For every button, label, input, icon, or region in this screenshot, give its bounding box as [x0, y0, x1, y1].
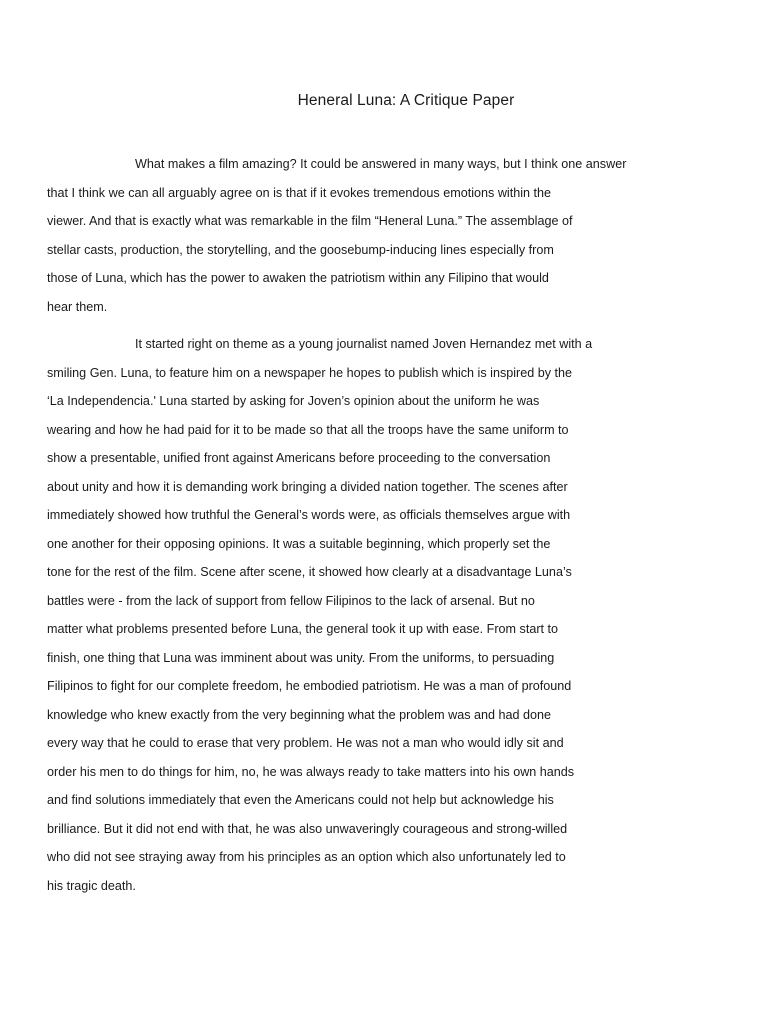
paragraph-line: those of Luna, which has the power to awaken the patriotism within any Filipino that would [47, 271, 549, 285]
paragraph-line: stellar casts, production, the storytelling, and the goosebump-inducing lines especially from [47, 242, 554, 257]
paragraph-line: that I think we can all arguably agree on is that if it evokes tremendous emotions within the [47, 185, 552, 200]
paragraph-1 [47, 150, 686, 321]
paragraph-line: and find solutions immediately that even the Americans could not help but acknowledge his [47, 793, 554, 807]
paragraph-line: matter what problems presented before Luna, the general took it up with ease. From start to [47, 622, 559, 636]
paragraph-line: knowledge who knew exactly from the very beginning what the problem was and had done [47, 707, 552, 722]
paragraph-line: his tragic death. [47, 878, 136, 893]
paragraph-line: viewer. And that is exactly what was remarkable in the film “Heneral Luna.” The assemblage of [47, 214, 573, 228]
paragraph-line: tone for the rest of the film. Scene after scene, it showed how clearly at a disadvantage Luna’s [47, 565, 572, 579]
paragraph-line: order his men to do things for him, no, he was always ready to take matters into his own hands [47, 764, 575, 779]
paragraph-line: immediately showed how truthful the General’s words were, as officials themselves argue with [47, 508, 571, 522]
paragraph-line: hear them. [47, 299, 108, 314]
paragraph-line: who did not see straying away from his principles as an option which also unfortunately led to [47, 850, 566, 864]
paragraph-line: smiling Gen. Luna, to feature him on a newspaper he hopes to publish which is inspired by the [47, 365, 573, 380]
paragraph-line: What makes a film amazing? It could be answered in many ways, but I think one answer [135, 157, 627, 171]
paragraph-line: Filipinos to fight for our complete freedom, he embodied patriotism. He was a man of profound [47, 679, 572, 693]
paragraph-line: one another for their opposing opinions. It was a suitable beginning, which properly set the [47, 536, 551, 551]
paragraph-2 [47, 330, 686, 900]
paragraph-line: every way that he could to erase that very problem. He was not a man who would idly sit and [47, 736, 564, 750]
paragraph-line: It started right on theme as a young journalist named Joven Hernandez met with a [135, 337, 593, 351]
page-title: Heneral Luna: A Critique Paper [297, 92, 515, 109]
paragraph-line: brilliance. But it did not end with that, he was also unwaveringly courageous and strong-willed [47, 821, 568, 836]
paragraph-line: about unity and how it is demanding work bringing a divided nation together. The scenes after [47, 479, 568, 494]
paragraph-line: show a presentable, unified front against Americans before proceeding to the conversation [47, 451, 551, 465]
paragraph-line: wearing and how he had paid for it to be made so that all the troops have the same uniform to [47, 422, 569, 437]
paragraph-line: battles were - from the lack of support from fellow Filipinos to the lack of arsenal. But no [47, 593, 535, 608]
paragraph-line: finish, one thing that Luna was imminent about was unity. From the uniforms, to persuading [47, 650, 555, 665]
paragraph-line: ‘La Independencia.' Luna started by asking for Joven’s opinion about the uniform he was [47, 394, 540, 408]
